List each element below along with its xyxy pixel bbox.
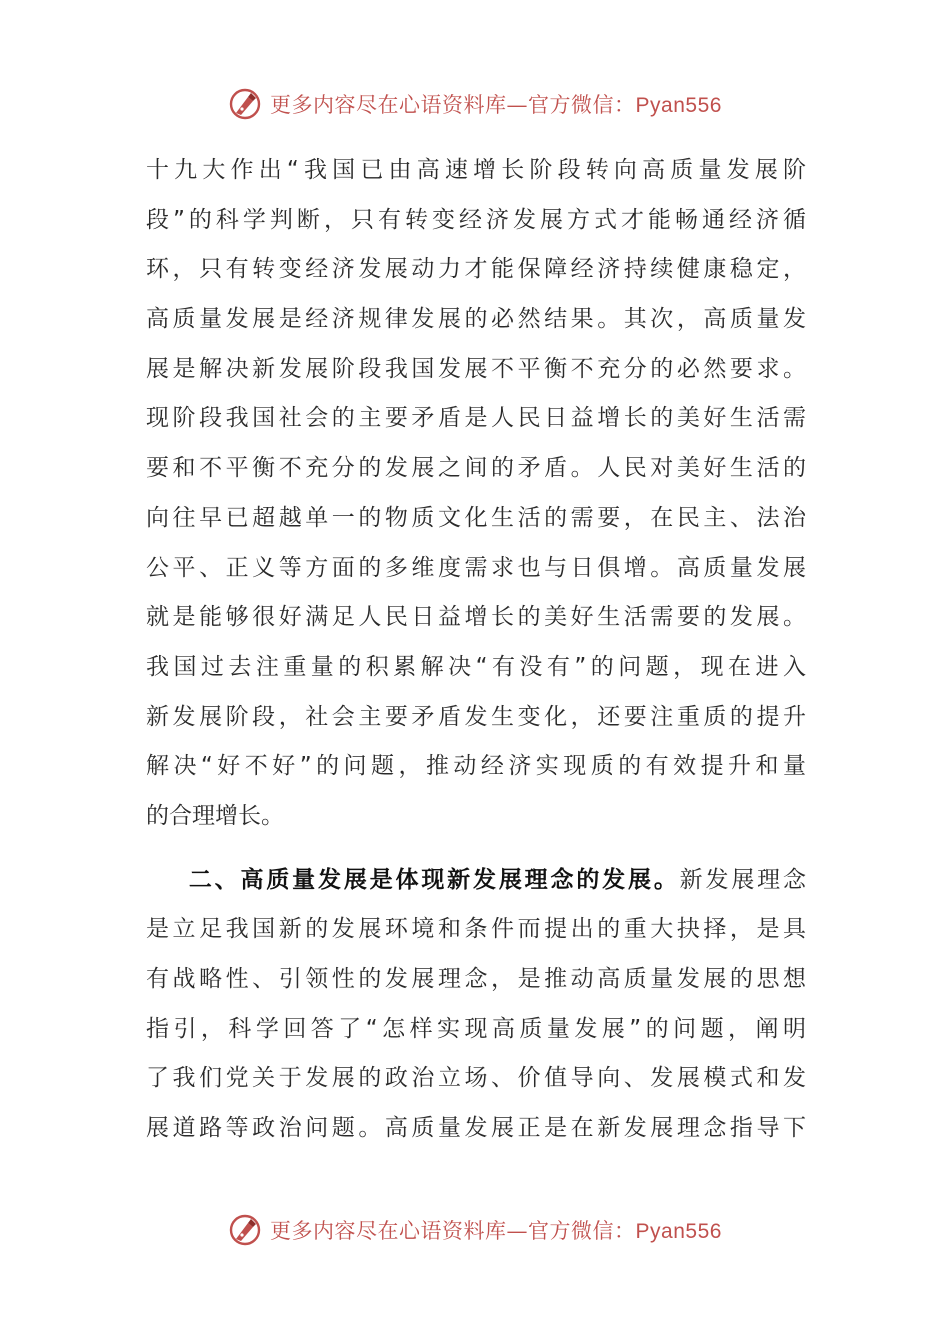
text-line: 公平、正义等方面的多维度需求也与日俱增。高质量发展: [146, 554, 806, 581]
text-span: 新发展理念: [679, 866, 807, 893]
wechat-id: Pyan556: [635, 1220, 722, 1243]
text-line: 要和不平衡不充分的发展之间的矛盾。人民对美好生活的: [146, 455, 806, 482]
text-line: 是立足我国新的发展环境和条件而提出的重大抉择，是具: [146, 916, 806, 943]
text-line: 展是解决新发展阶段我国发展不平衡不充分的必然要求。: [146, 355, 806, 382]
text-line: 十九大作出“我国已由高速增长阶段转向高质量发展阶: [146, 157, 806, 183]
document-body: [146, 146, 806, 1154]
text-line: 新发展阶段，社会主要矛盾发生变化，还要注重质的提升: [146, 703, 806, 730]
pen-nib-logo-icon: [228, 87, 262, 121]
text-line: 环，只有转变经济发展动力才能保障经济持续健康稳定，: [146, 256, 806, 283]
text-line: 段”的科学判断，只有转变经济发展方式才能畅通经济循: [146, 206, 806, 233]
text-line: 就是能够很好满足人民日益增长的美好生活需要的发展。: [146, 604, 806, 631]
section-heading: 二、高质量发展是体现新发展理念的发展。: [186, 866, 680, 893]
text-line: 我国过去注重量的积累解决“有没有”的问题，现在进入: [146, 653, 806, 680]
text-line: 向往早已超越单一的物质文化生活的需要，在民主、法治: [146, 504, 806, 531]
wechat-id: Pyan556: [635, 94, 722, 117]
text-line: 解决“好不好”的问题，推动经济实现质的有效提升和量: [146, 753, 806, 780]
text-line: 展道路等政治问题。高质量发展正是在新发展理念指导下: [146, 1115, 806, 1142]
header-watermark-banner: [0, 84, 950, 124]
text-line: 的合理增长。: [146, 802, 284, 829]
section-heading-line: [146, 856, 806, 906]
text-line: 指引，科学回答了“怎样实现高质量发展”的问题，阐明: [146, 1015, 806, 1042]
watermark-text: 更多内容尽在心语资料库—官方微信：Pyan556: [270, 1219, 722, 1243]
text-line: 现阶段我国社会的主要矛盾是人民日益增长的美好生活需: [146, 405, 806, 432]
watermark-text: 更多内容尽在心语资料库—官方微信：Pyan556: [270, 93, 722, 117]
text-line: 有战略性、引领性的发展理念，是推动高质量发展的思想: [146, 966, 806, 992]
pen-nib-logo-icon: [228, 1213, 262, 1247]
text-line: 高质量发展是经济规律发展的必然结果。其次，高质量发: [146, 306, 806, 333]
footer-watermark-banner: [0, 1210, 950, 1250]
paragraph-gap: [146, 842, 806, 856]
text-line: 了我们党关于发展的政治立场、价值导向、发展模式和发: [146, 1065, 806, 1092]
